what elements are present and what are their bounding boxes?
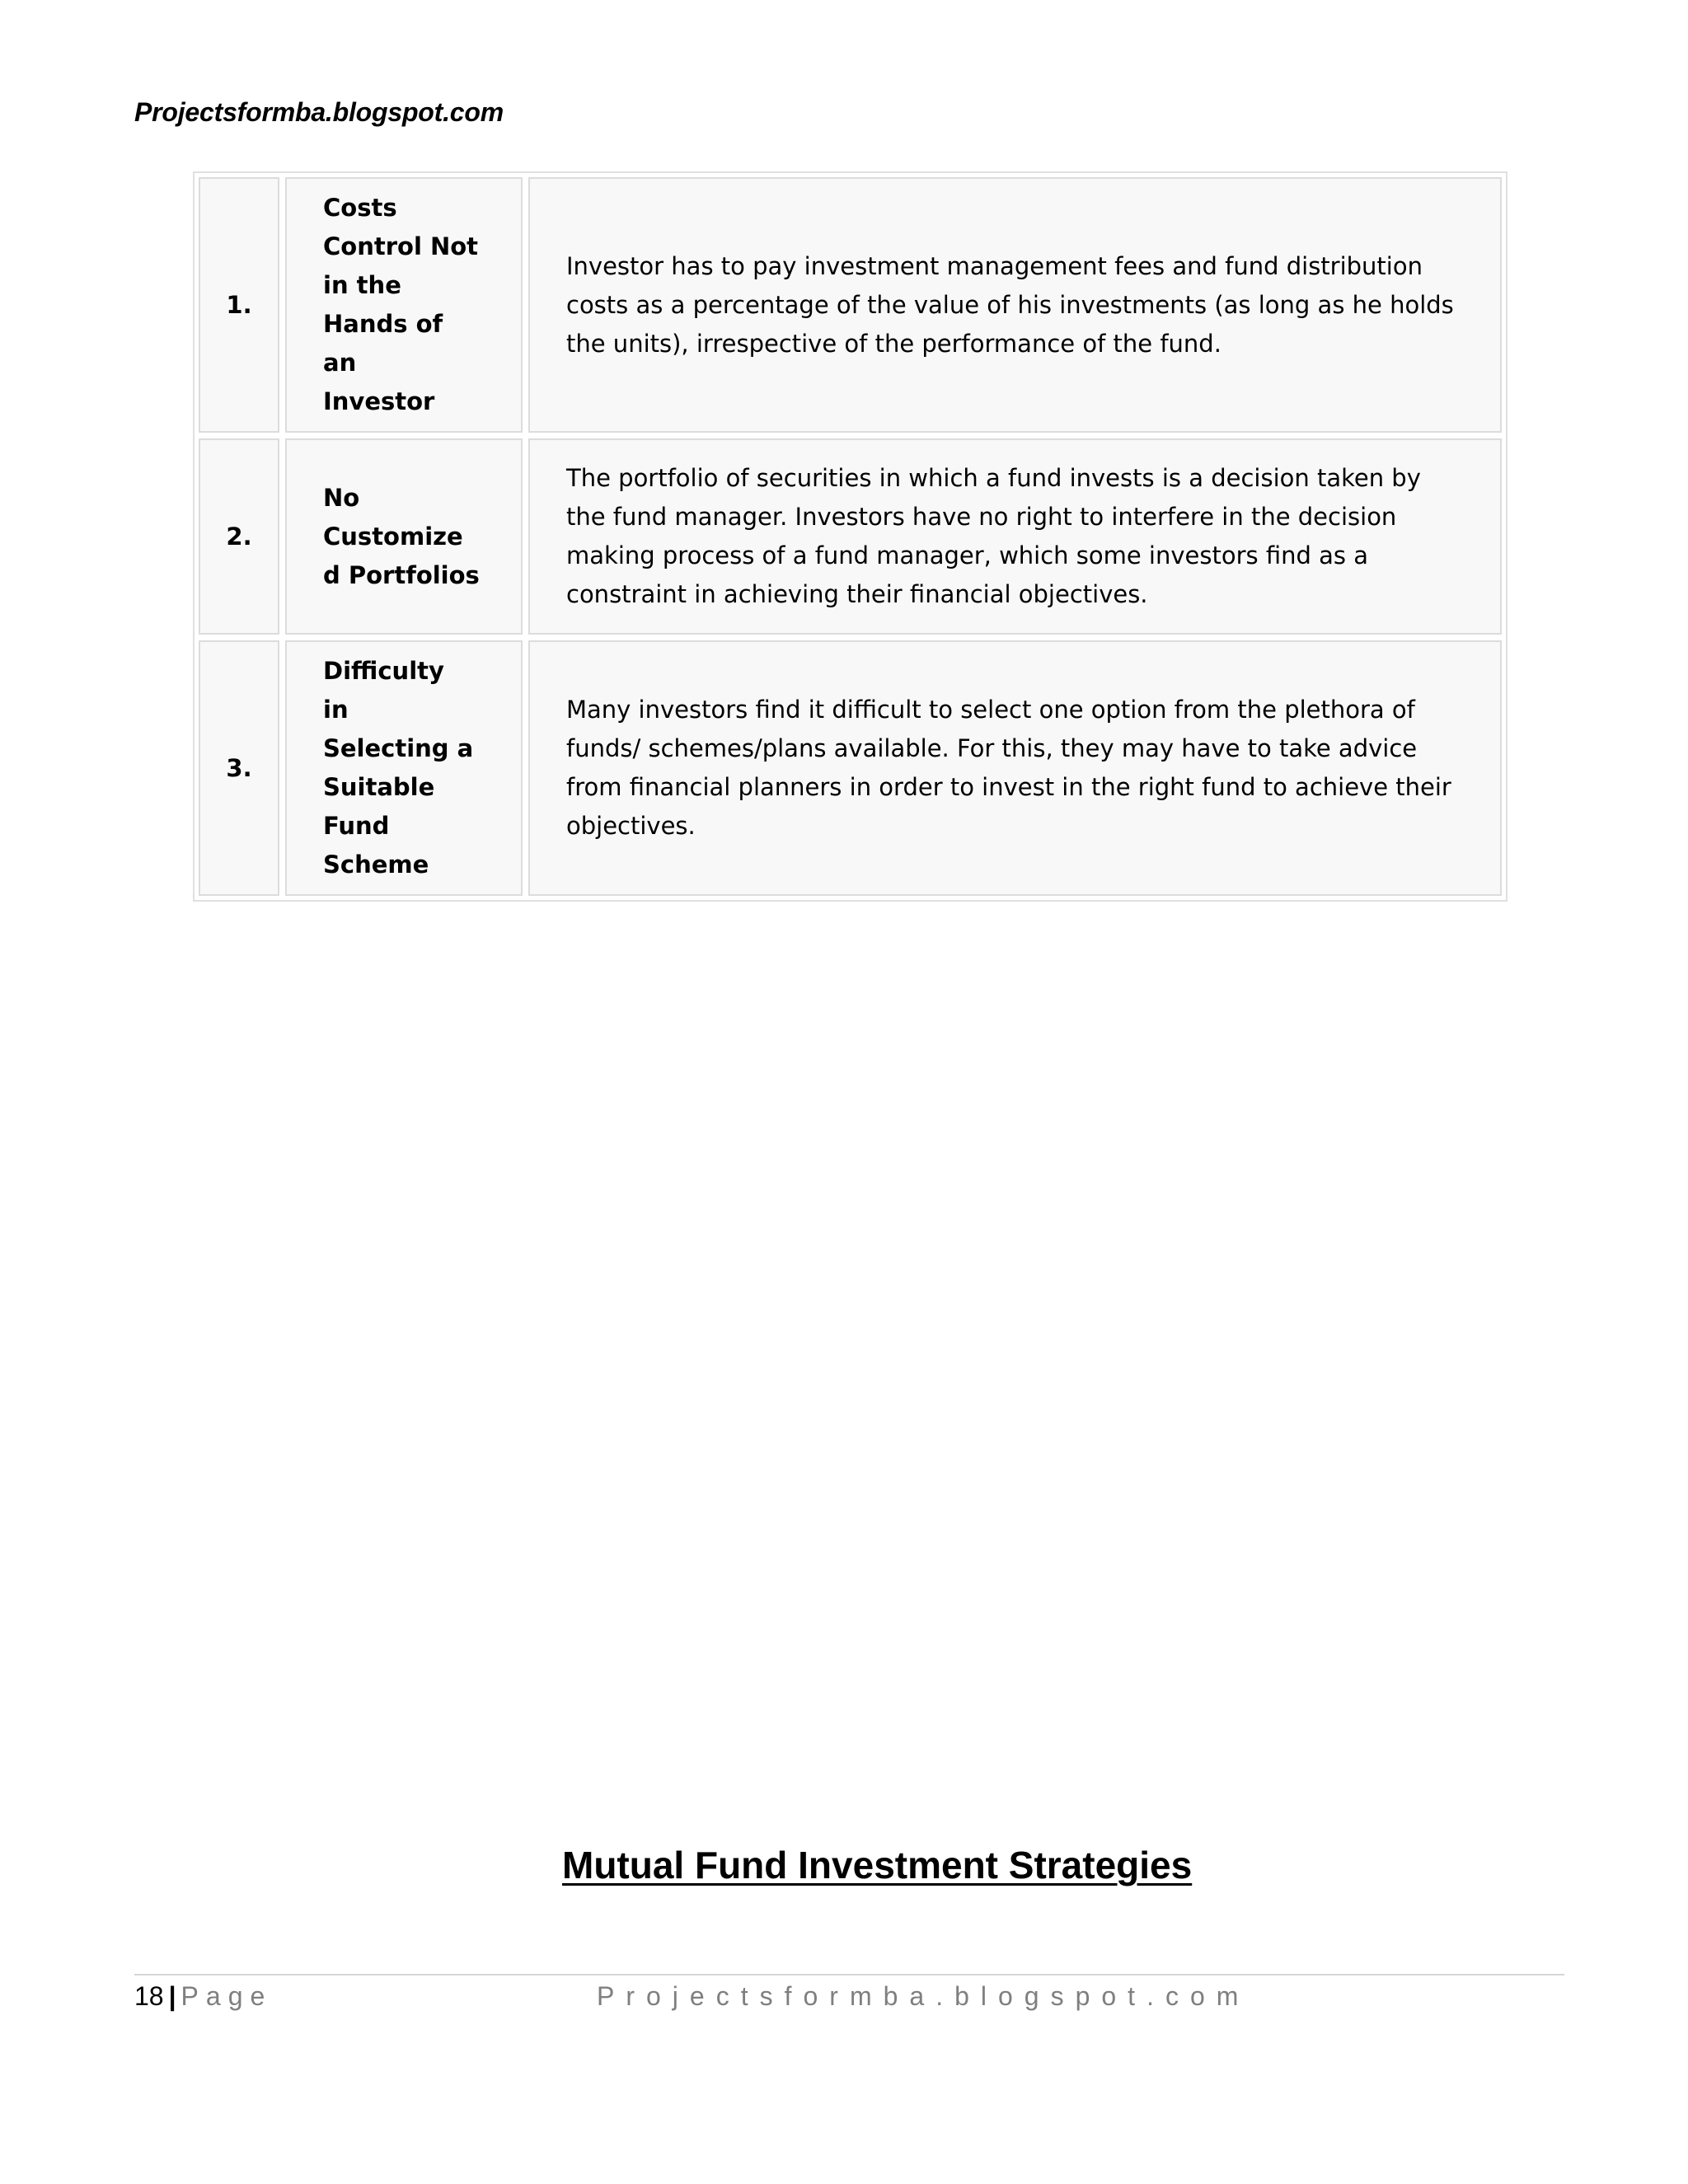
heading-line: in <box>323 696 349 724</box>
row-heading <box>285 177 523 433</box>
heading-line: Control Not <box>323 232 479 260</box>
heading-line: d Portfolios <box>323 560 480 589</box>
row-description: The portfolio of securities in which a fund invests is a decision taken by the fund manager. Investors have no right to interfere in the decision making process of a fund manager, which some investors find as a constraint in achieving their financial objectives. <box>528 438 1502 635</box>
heading-line: Scheme <box>323 851 429 879</box>
heading-line: Fund <box>323 812 390 840</box>
disadvantages-table <box>193 171 1507 902</box>
page-number: 18 <box>134 1981 164 2011</box>
row-number: 1. <box>199 177 279 433</box>
table-row <box>199 438 1502 635</box>
row-heading <box>285 438 523 635</box>
row-number: 3. <box>199 640 279 896</box>
heading-line: in the <box>323 271 401 299</box>
page-label: Page <box>181 1981 273 2011</box>
table-row <box>199 177 1502 433</box>
row-heading <box>285 640 523 896</box>
row-description: Investor has to pay investment management fees and fund distribution costs as a percentage of the value of his investments (as long as he holds the units), irrespective of the performance of the fund. <box>528 177 1502 433</box>
header-site-title: Projectsformba.blogspot.com <box>134 97 504 127</box>
heading-line: Costs <box>323 194 397 222</box>
heading-line: Selecting a <box>323 734 474 762</box>
heading-line: Difficulty <box>323 657 444 685</box>
footer-page-info <box>134 1981 272 2012</box>
footer-site: Projectsformba.blogspot.com <box>597 1981 1250 2011</box>
table-row <box>199 640 1502 896</box>
heading-line: Hands of <box>323 310 443 338</box>
heading-line: Customize <box>323 522 463 551</box>
row-number: 2. <box>199 438 279 635</box>
footer-separator: | <box>168 1981 176 2011</box>
heading-line: Investor <box>323 387 435 415</box>
heading-line: Suitable <box>323 773 435 801</box>
row-description: Many investors find it difficult to select one option from the plethora of funds/ schemes/plans available. For this, they may have to take advice from financial planners in order to invest in the right fund to achieve their objectives. <box>528 640 1502 896</box>
heading-line: No <box>323 483 360 512</box>
section-title: Mutual Fund Investment Strategies <box>562 1844 1193 1886</box>
heading-line: an <box>323 349 357 377</box>
footer-divider <box>134 1974 1564 1975</box>
issues-table <box>193 171 1507 902</box>
